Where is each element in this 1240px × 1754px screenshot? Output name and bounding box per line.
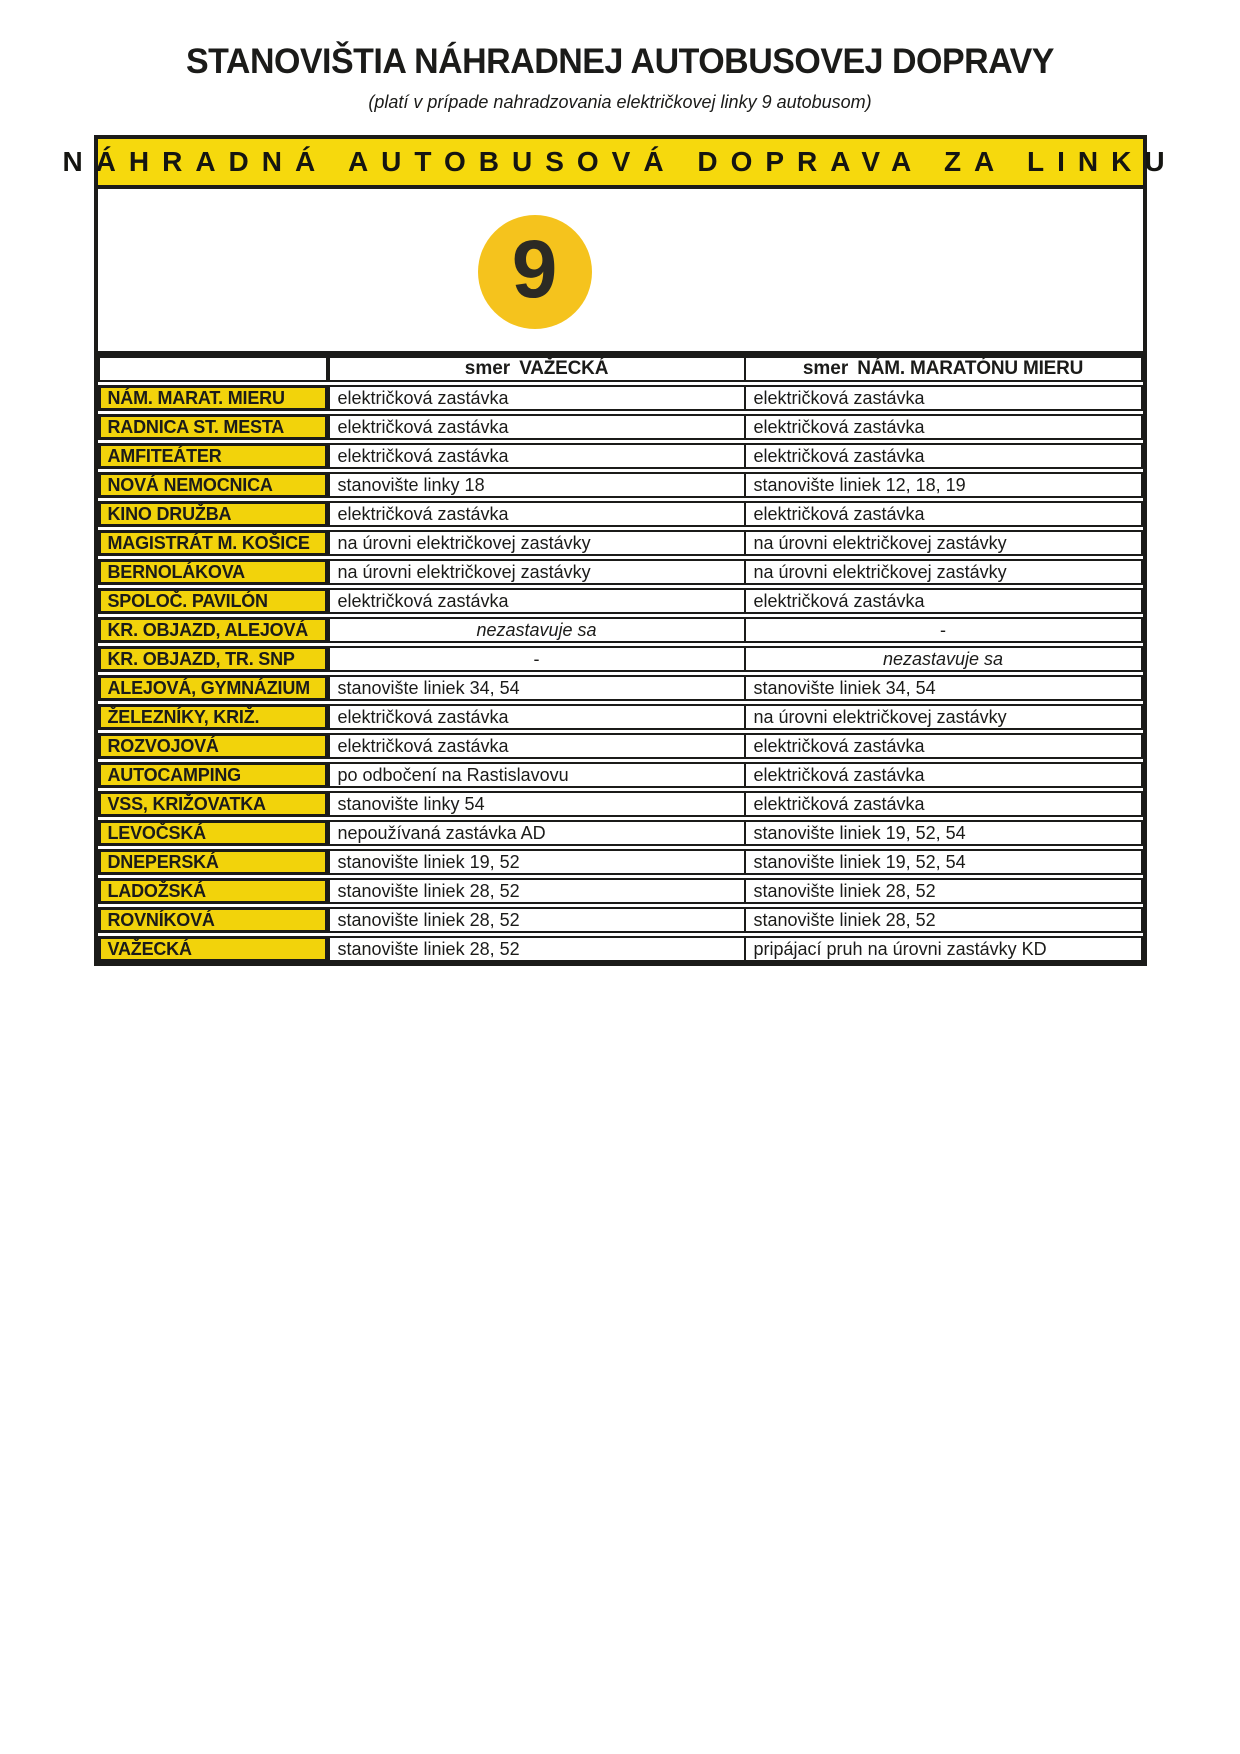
direction-vazecka-cell: nezastavuje sa — [328, 617, 746, 643]
stop-name-cell: VAŽECKÁ — [98, 936, 328, 962]
stops-table — [98, 351, 1143, 962]
table-row — [98, 414, 1143, 440]
table-row — [98, 936, 1143, 962]
direction-maratonu-cell: stanovište liniek 19, 52, 54 — [746, 849, 1143, 875]
direction-vazecka-cell: stanovište liniek 28, 52 — [328, 907, 746, 933]
table-row — [98, 559, 1143, 585]
direction-vazecka-cell: električková zastávka — [328, 501, 746, 527]
direction-maratonu-cell: - — [746, 617, 1143, 643]
direction-vazecka-cell: stanovište liniek 28, 52 — [328, 936, 746, 962]
direction-vazecka-cell: električková zastávka — [328, 443, 746, 469]
stop-name-cell: KINO DRUŽBA — [98, 501, 328, 527]
direction-vazecka-cell: električková zastávka — [328, 733, 746, 759]
column-header-smer-vazecka — [328, 356, 746, 382]
direction-maratonu-cell: električková zastávka — [746, 588, 1143, 614]
table-row — [98, 907, 1143, 933]
page-subtitle: (platí v prípade nahradzovania električkovej linky 9 autobusom) — [368, 92, 872, 112]
stop-name-cell: ALEJOVÁ, GYMNÁZIUM — [98, 675, 328, 701]
table-header-row — [98, 356, 1143, 382]
table-row — [98, 617, 1143, 643]
stop-name-cell: SPOLOČ. PAVILÓN — [98, 588, 328, 614]
table-row — [98, 646, 1143, 672]
table-row — [98, 588, 1143, 614]
direction-maratonu-cell: električková zastávka — [746, 791, 1143, 817]
table-row — [98, 849, 1143, 875]
page-title: STANOVIŠTIA NÁHRADNEJ AUTOBUSOVEJ DOPRAVY — [186, 42, 1054, 81]
direction-vazecka-cell: na úrovni električkovej zastávky — [328, 530, 746, 556]
stop-name-cell: KR. OBJAZD, ALEJOVÁ — [98, 617, 328, 643]
direction-maratonu-cell: stanovište liniek 19, 52, 54 — [746, 820, 1143, 846]
direction-maratonu-cell: stanovište liniek 28, 52 — [746, 878, 1143, 904]
column-header-smer-nam-maratonu-mieru — [746, 356, 1143, 382]
direction-maratonu-cell: električková zastávka — [746, 762, 1143, 788]
banner-title: NÁHRADNÁ AUTOBUSOVÁ DOPRAVA ZA LINKU — [98, 139, 1143, 189]
direction-vazecka-cell: stanovište linky 54 — [328, 791, 746, 817]
direction-maratonu-cell: električková zastávka — [746, 733, 1143, 759]
direction-vazecka-cell: stanovište liniek 34, 54 — [328, 675, 746, 701]
direction-maratonu-cell: električková zastávka — [746, 443, 1143, 469]
table-row — [98, 472, 1143, 498]
stop-name-cell: LEVOČSKÁ — [98, 820, 328, 846]
direction-vazecka-cell: stanovište liniek 28, 52 — [328, 878, 746, 904]
stop-name-cell: DNEPERSKÁ — [98, 849, 328, 875]
line-9-badge — [478, 215, 592, 329]
table-row — [98, 733, 1143, 759]
direction-vazecka-cell: električková zastávka — [328, 704, 746, 730]
line-badge-section — [98, 189, 1143, 351]
direction-maratonu-cell: nezastavuje sa — [746, 646, 1143, 672]
table-row — [98, 530, 1143, 556]
table-row — [98, 501, 1143, 527]
direction-maratonu-cell: na úrovni električkovej zastávky — [746, 704, 1143, 730]
direction-maratonu-cell: na úrovni električkovej zastávky — [746, 530, 1143, 556]
direction-maratonu-cell: električková zastávka — [746, 414, 1143, 440]
header-direction-label: NÁM. MARATÓNU MIERU — [857, 358, 1084, 379]
direction-vazecka-cell: stanovište liniek 19, 52 — [328, 849, 746, 875]
stop-name-cell: NOVÁ NEMOCNICA — [98, 472, 328, 498]
stops-table-body — [98, 385, 1143, 962]
stop-name-cell: AUTOCAMPING — [98, 762, 328, 788]
line-number: 9 — [511, 224, 558, 315]
stop-name-cell: MAGISTRÁT M. KOŠICE — [98, 530, 328, 556]
table-row — [98, 704, 1143, 730]
stop-name-cell: KR. OBJAZD, TR. SNP — [98, 646, 328, 672]
direction-vazecka-cell: - — [328, 646, 746, 672]
table-row — [98, 820, 1143, 846]
stop-name-cell: BERNOLÁKOVA — [98, 559, 328, 585]
direction-maratonu-cell: na úrovni električkovej zastávky — [746, 559, 1143, 585]
header-direction-label: VAŽECKÁ — [519, 358, 609, 379]
stop-name-cell: ROVNÍKOVÁ — [98, 907, 328, 933]
stop-name-cell: VSS, KRIŽOVATKA — [98, 791, 328, 817]
direction-vazecka-cell: stanovište linky 18 — [328, 472, 746, 498]
table-row — [98, 443, 1143, 469]
column-header-stop — [98, 356, 328, 382]
direction-maratonu-cell: stanovište liniek 28, 52 — [746, 907, 1143, 933]
stop-name-cell: RADNICA ST. MESTA — [98, 414, 328, 440]
direction-vazecka-cell: električková zastávka — [328, 414, 746, 440]
direction-maratonu-cell: stanovište liniek 12, 18, 19 — [746, 472, 1143, 498]
direction-vazecka-cell: električková zastávka — [328, 588, 746, 614]
stop-name-cell: AMFITEÁTER — [98, 443, 328, 469]
table-row — [98, 762, 1143, 788]
stop-name-cell: LADOŽSKÁ — [98, 878, 328, 904]
direction-vazecka-cell: električková zastávka — [328, 385, 746, 411]
stop-name-cell: NÁM. MARAT. MIERU — [98, 385, 328, 411]
direction-vazecka-cell: nepoužívaná zastávka AD — [328, 820, 746, 846]
direction-vazecka-cell: na úrovni električkovej zastávky — [328, 559, 746, 585]
replacement-bus-board — [62, 135, 1178, 966]
direction-maratonu-cell: stanovište liniek 34, 54 — [746, 675, 1143, 701]
table-row — [98, 675, 1143, 701]
table-row — [98, 878, 1143, 904]
header-direction-prefix: smer — [464, 358, 511, 379]
direction-vazecka-cell: po odbočení na Rastislavovu — [328, 762, 746, 788]
header-direction-prefix: smer — [802, 358, 849, 379]
stop-name-cell: ROZVOJOVÁ — [98, 733, 328, 759]
direction-maratonu-cell: električková zastávka — [746, 501, 1143, 527]
direction-maratonu-cell: pripájací pruh na úrovni zastávky KD — [746, 936, 1143, 962]
direction-maratonu-cell: električková zastávka — [746, 385, 1143, 411]
table-row — [98, 791, 1143, 817]
table-row — [98, 385, 1143, 411]
stop-name-cell: ŽELEZNÍKY, KRIŽ. — [98, 704, 328, 730]
